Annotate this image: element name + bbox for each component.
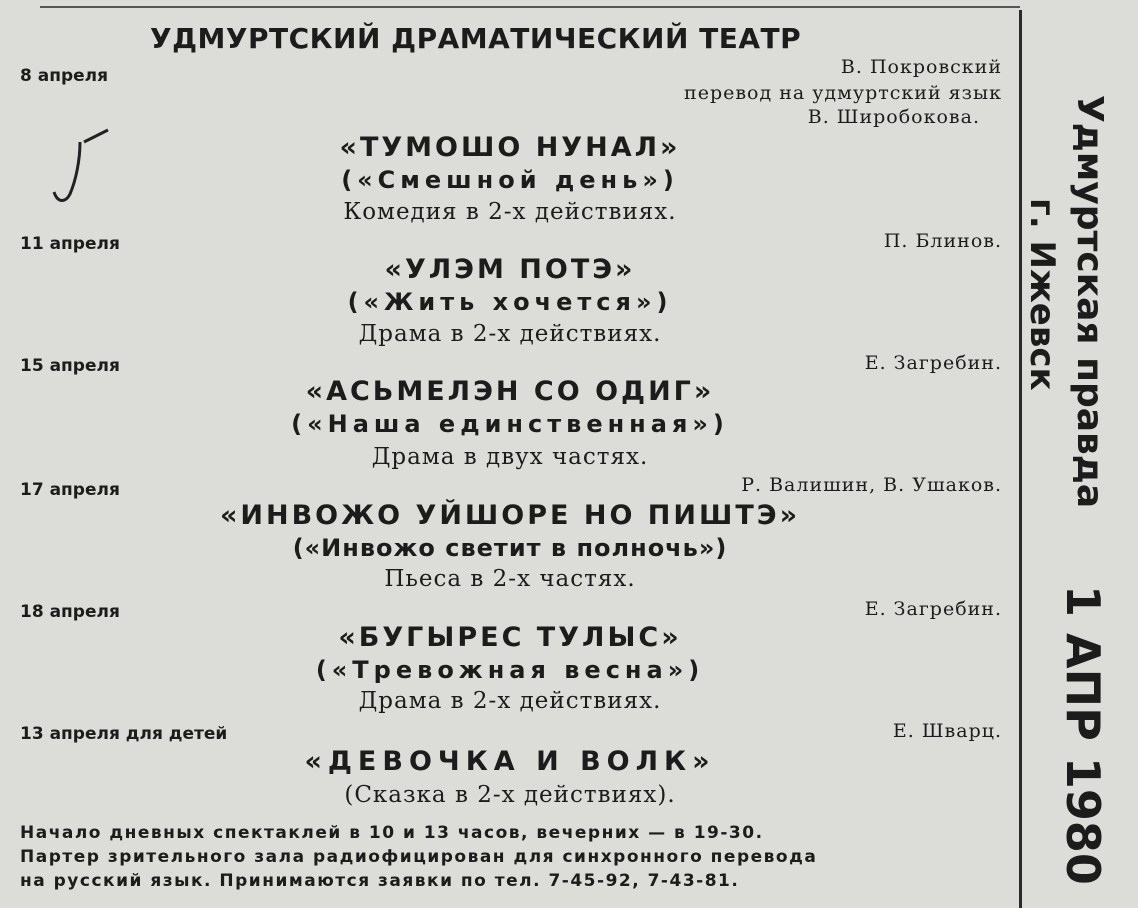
entry-1-translation: («Смешной день»): [341, 166, 679, 194]
entry-4-genre: Пьеса в 2-х частях.: [384, 566, 636, 592]
note-line-2: Партер зрительного зала радиофицирован для синхронного перевода: [20, 847, 818, 867]
entry-1-date: 8 апреля: [20, 66, 109, 86]
entry-5-play-title: «БУГЫРЕС ТУЛЫС»: [338, 622, 682, 653]
top-rule: [40, 6, 1020, 8]
entry-4-play-title: «ИНВОЖО УЙШОРЕ НО ПИШТЭ»: [219, 500, 801, 531]
entry-1-genre: Комедия в 2-х действиях.: [343, 199, 677, 225]
stamp-date: 1 АПР 1980: [1056, 585, 1110, 885]
entry-3-date: 15 апреля: [20, 356, 120, 376]
entry-1-author-line-2: перевод на удмуртский язык: [684, 82, 1002, 104]
entry-6-author: Е. Шварц.: [892, 720, 1002, 742]
entry-6-genre: (Сказка в 2-х действиях).: [344, 782, 676, 808]
entry-2-genre: Драма в 2-х действиях.: [358, 321, 662, 347]
entry-5-genre: Драма в 2-х действиях.: [358, 688, 662, 714]
newspaper-name: Удмуртская правда: [1069, 95, 1110, 509]
entry-3-author: Е. Загребин.: [864, 352, 1002, 374]
entry-4-author: Р. Валишин, В. Ушаков.: [741, 474, 1002, 496]
entry-6-date: 13 апреля для детей: [20, 724, 228, 744]
entry-1-play-title: «ТУМОШО НУНАЛ»: [339, 132, 681, 163]
column-divider: [1019, 10, 1022, 908]
entry-2-play-title: «УЛЭМ ПОТЭ»: [384, 254, 636, 285]
entry-3-play-title: «АСЬМЕЛЭН СО ОДИГ»: [305, 376, 715, 407]
note-line-3: на русский язык. Принимаются заявки по тел. 7-45-92, 7-43-81.: [20, 871, 740, 891]
entry-2-translation: («Жить хочется»): [347, 288, 673, 316]
entry-1-author-line-3: В. Широбокова.: [807, 106, 980, 128]
note-line-1: Начало дневных спектаклей в 10 и 13 часов, вечерних — в 19-30.: [20, 823, 764, 843]
entry-4-date: 17 апреля: [20, 480, 120, 500]
theatre-title: УДМУРТСКИЙ ДРАМАТИЧЕСКИЙ ТЕАТР: [150, 22, 802, 55]
entry-3-genre: Драма в двух частях.: [371, 444, 649, 470]
entry-2-date: 11 апреля: [20, 234, 120, 254]
entry-1-author-line-1: В. Покровский: [840, 56, 1002, 78]
entry-6-play-title: «ДЕВОЧКА И ВОЛК»: [304, 746, 716, 777]
entry-2-author: П. Блинов.: [883, 230, 1002, 252]
entry-5-date: 18 апреля: [20, 602, 120, 622]
entry-3-translation: («Наша единственная»): [291, 410, 729, 438]
entry-4-translation: («Инвожо светит в полночь»): [292, 534, 728, 562]
newspaper-city: г. Ижевск: [1022, 198, 1062, 391]
entry-5-author: Е. Загребин.: [864, 598, 1002, 620]
entry-5-translation: («Тревожная весна»): [315, 656, 705, 684]
